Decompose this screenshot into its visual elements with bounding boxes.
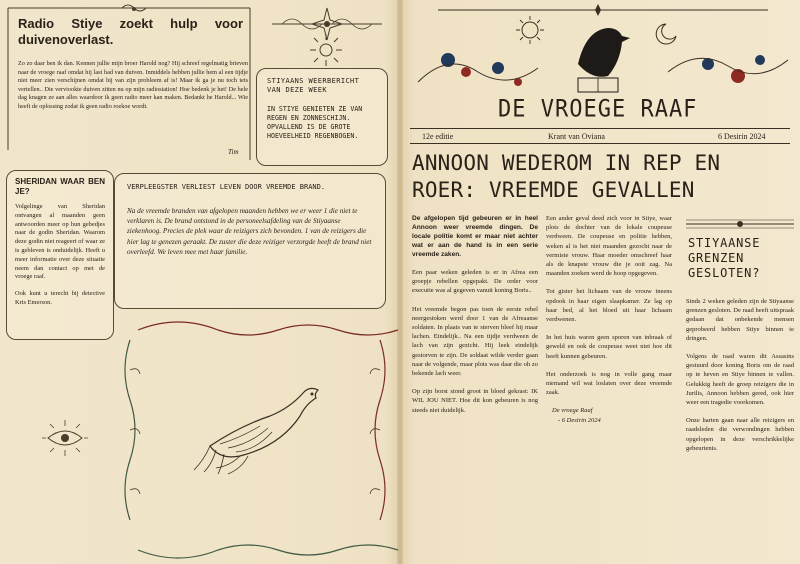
borders-title: STIYAANSE GRENZEN GESLOTEN? <box>688 236 761 280</box>
article-column-2 <box>546 214 672 425</box>
masthead-date: 6 Desirin 2024 <box>718 132 766 141</box>
article-paragraph: Op zijn borst stond groot in bloed gekrast: IK WIL JOU NIET. Hoe dit kon gebeuren is nog steeds niet duidelijk. <box>412 388 538 414</box>
nurse-body: Na de vreemde branden van afgelopen maanden hebben we er weer 1 die niet te verklaren is. De brand ontstond in de personeelsafdeling van de Stiyaanse ziekenhoog. Precies de plek waar de reizigers zich bevonden. 1 van de reizigers die hier lag te genezen geraakt. De zuster die deze reiziger verzorgde heeft de brand niet overleefd. We leven mee met haar familie. <box>127 206 372 257</box>
sun-ornament-icon <box>306 30 346 70</box>
flower-left-icon <box>418 53 538 86</box>
radio-title: Radio Stiye zoekt hulp voor duivenoverlast. <box>18 16 243 47</box>
masthead-rule-bottom <box>410 143 790 144</box>
eye-sun-icon <box>40 418 90 458</box>
article-column-1 <box>412 214 538 415</box>
article-paragraph: Het onderzoek is nog in volle gang maar niemand wil wat loslaten over deze vreemde zaak. <box>546 370 672 397</box>
bird-illustration <box>190 376 330 486</box>
nurse-box <box>114 173 386 309</box>
borders-column <box>686 297 794 453</box>
weather-body: IN STIYE GENIETEN ZE VAN REGEN EN ZONNESCHIJN. OPVALLEND IS DE GROTE HOEVEELHEID REGENBOGEN. <box>267 105 363 140</box>
borders-paragraph: Onze harten gaan naar alle reizigers en raadsleden die verwondingen hebben opgelopen in deze verschrikkelijke gebeurtenis. <box>686 417 794 452</box>
masthead-title: DE VROEGE RAAF <box>498 95 698 124</box>
edition-label: 12e editie <box>422 132 454 141</box>
masthead-rule-top <box>410 128 790 129</box>
article-paragraph: In het huis waren geen sporen van inbraak of geweld en ook de coupeuse weet niet hoe dit heeft kunnen gebeuren. <box>546 334 672 360</box>
weather-box <box>256 68 388 166</box>
raven-icon <box>578 28 630 92</box>
article-paragraph: Het vreemde begon pas toen de eerste rebel neergestoken werd door 1 van de Afreaanse soldaten. In plaats van te sterven bleef hij maar lachen. Eindelijk.. Na een tijdje verdween de lach van zijn gezicht. Hij leek eindelijk gestorven te zijn. De soldaat wilde verder gaan naar de volgende, maar plots was daar die oh zo bekende lach weer. <box>412 305 538 378</box>
borders-paragraph: Sinds 2 weken geleden zijn de Stiyaanse grenzen gesloten. De raad heeft uitspraak gedaan dat onbekende mensen geprobeerd hebben Stiye binnen te dringen. <box>686 298 794 342</box>
masthead-subtitle: Krant van Oviana <box>548 132 605 141</box>
radio-signature: Tim <box>228 148 239 156</box>
flower-right-icon <box>668 55 788 83</box>
article-lead: De afgelopen tijd gebeuren er in heel Annoon weer vreemde dingen. De locale politie komt er maar niet achter wat er aan de hand is in een serie vreemde zaken. <box>412 215 538 258</box>
borders-paragraph: Volgens de raad waren dit Assasins gestuurd door koning Boris om de raad op te heven en Stiye binnen te vallen. Gelukkig heeft de groep reizigers die in Jurilis, Annoon hebben gered, ook hier weer een tragedie voorkomen. <box>686 353 794 407</box>
article-paragraph: Een paar weken geleden is er in Afrea een groepje rebellen opgepakt. De order voor executie was al gegeven vanuit koning Boris.. <box>412 269 538 295</box>
sheridan-body: Volgelinge van Sheridan ontvangen al maanden geen antwoorden meer op hun gebedjes naar de godin Sheridan. Waarom deze godin niet reageert of waar ze is gebleven is onduidelijk. Heeft u meer informatie over deze situatie neem dan contact op met de vroege raaf. <box>15 203 105 281</box>
sheridan-body-2: Ook kunt u terecht bij detective Kris Emerson. <box>15 290 105 306</box>
article-signature: De vroege Raaf <box>552 407 593 415</box>
masthead-ornament <box>408 2 798 102</box>
nurse-title: VERPLEEGSTER VERLIEST LEVEN DOOR VREEMDE BRAND. <box>127 183 326 191</box>
weather-title: STIYAANS WEERBERICHT VAN DEZE WEEK <box>267 77 360 94</box>
article-paragraph: Een ander geval deed zich voor in Stiye, waar plots de dochter van de lokale coupeuse verdween. De coupeuse en politie hebben, weken al is het niet maanden gezocht naar de vermiste vrouw. Haar moeder omschreef haar als de knapste vrouw die je ooit zag. Na maanden zoeken werd de hoop opgegeven. <box>546 215 672 278</box>
sheridan-title: SHERIDAN WAAR BEN JE? <box>15 177 105 196</box>
article-paragraph: Tot gister het lichaam van de vrouw ineens opdook in haar eigen slaapkamer. Ze lag op haar bed, al het bloed uit haar lichaam verdwenen. <box>546 288 672 324</box>
article-signature-date: - 6 Desirin 2024 <box>558 416 601 424</box>
radio-body: Zo zo daar ben ik dan. Kennen jullie mijn broer Harold nog? Hij schreef regelmatig brieven naar de vroege raaf omdat hij last had van duiven. Inmiddels hebben jullie hem al een tijdje niet meer zien verschijnen omdat hij van zijn probleem af is! Maar ik ga je nu toch iets vertellen.. Die verviookte duiven zitten nu op mijn radiostation! Hoe bedenk je het! De hele dag knagen ze aan alles waardoor ik geen radio meer kan maken. Bedankt he Harold... Wie heeft de oplossing zodat ik geen radio roekoe wordt. <box>18 60 248 110</box>
main-headline: ANNOON WEDEROM IN REP EN ROER: VREEMDE GEVALLEN <box>412 151 721 202</box>
sheridan-box <box>6 170 114 340</box>
